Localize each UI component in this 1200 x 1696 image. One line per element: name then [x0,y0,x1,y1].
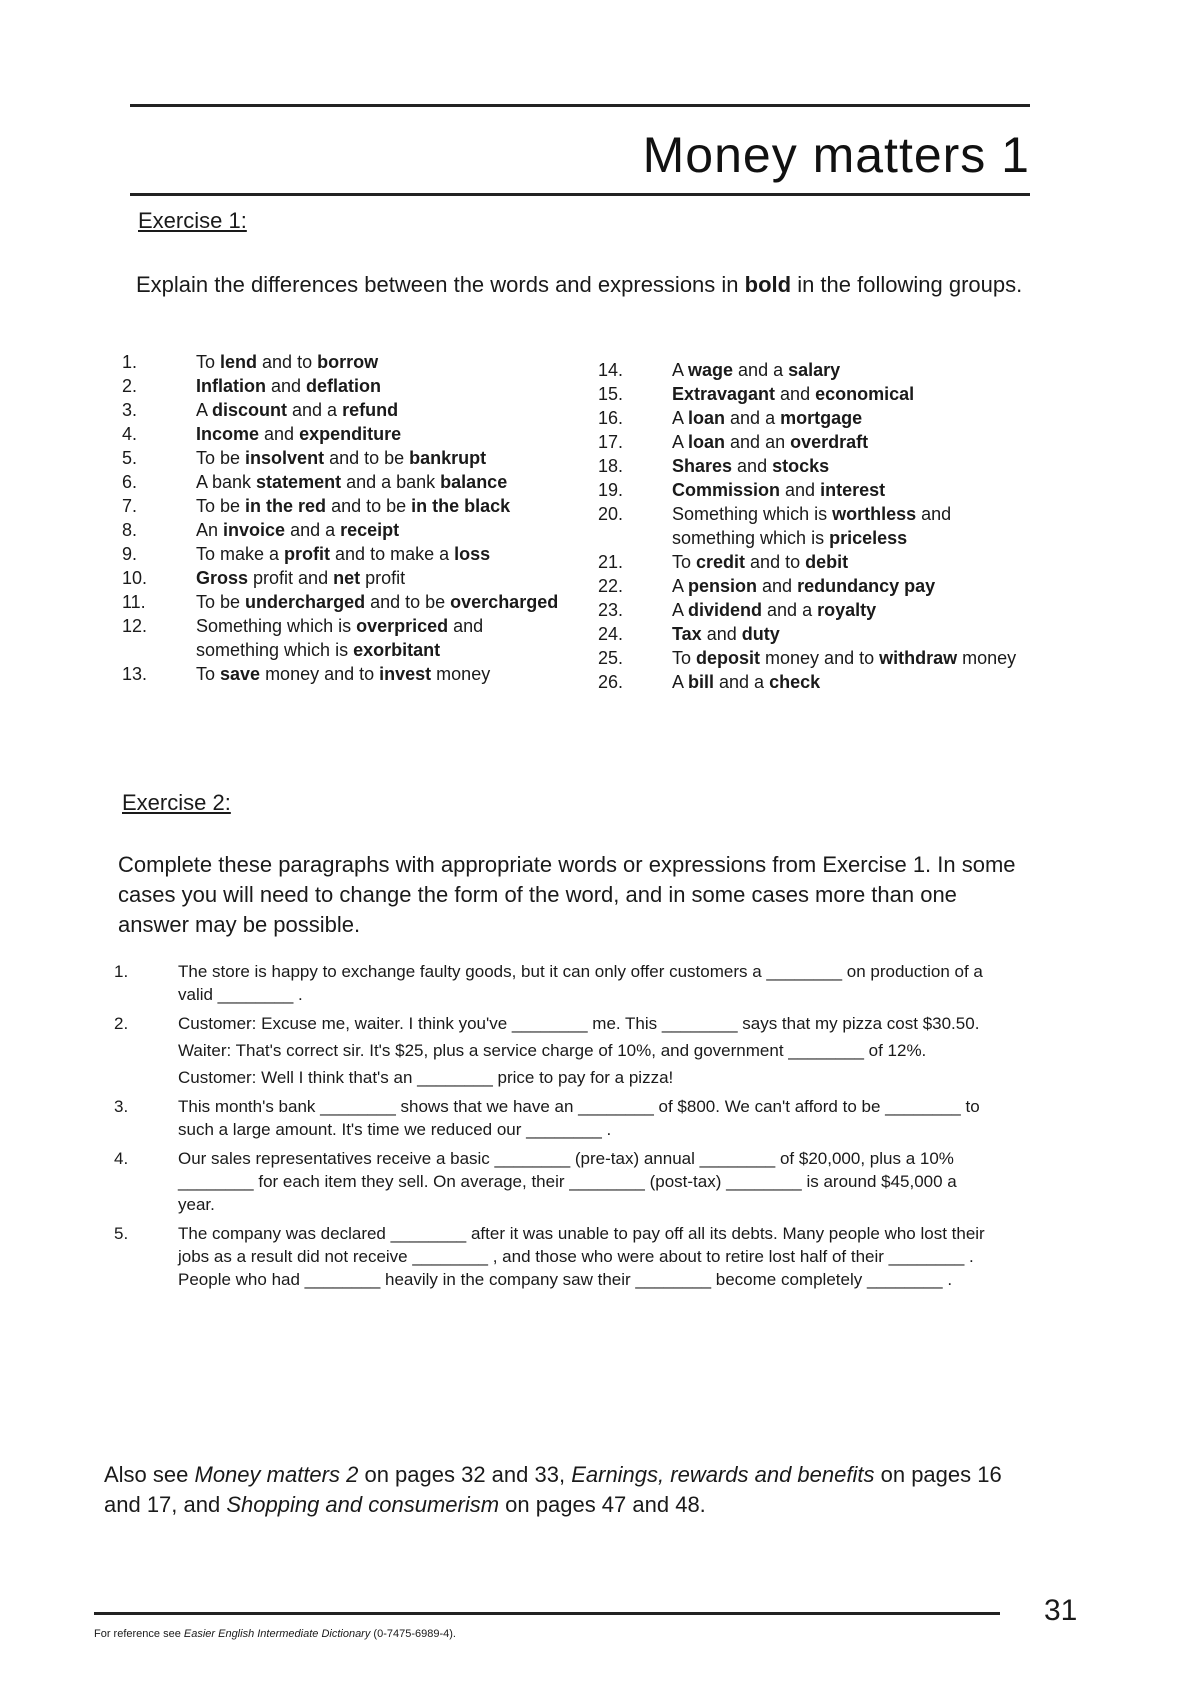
item-text-part: A bank [196,472,257,492]
key-term: stocks [772,456,830,476]
item-text-part: and to be [324,448,410,468]
also-see-text: on pages 47 and 48. [499,1492,706,1517]
item-text-part: To be [196,592,246,612]
item-text-part: and a bank [341,472,441,492]
item-text [672,550,1018,574]
key-term: interest [820,480,886,500]
item-text-part: A [672,576,689,596]
item-text-part: profit [360,568,406,588]
item-line: Our sales representatives receive a basic ________ (pre-tax) annual ________ of $20,000, plus a 10% ________ for each item they sell. On average, their ________ (post-tax) ________ is around $45,000 a year. [178,1149,957,1214]
key-term: profit [284,544,331,564]
item-number: 23. [598,600,624,620]
item-number: 20. [598,504,624,524]
key-term: withdraw [879,648,958,668]
item-text [196,398,562,422]
vocab-item [122,590,562,614]
key-term: redundancy pay [797,576,936,596]
key-term: insolvent [245,448,325,468]
key-term: borrow [317,352,379,372]
key-term: economical [815,384,915,404]
item-text [178,960,994,1010]
item-number: 2. [114,1014,129,1033]
item-number: 5. [114,1224,129,1243]
item-text-part: A [672,432,689,452]
vocab-item [598,382,1018,406]
item-line: Customer: Well I think that's an ________ price to pay for a pizza! [178,1068,674,1087]
gap-fill-item [114,1095,994,1145]
page-title: Money matters 1 [642,127,1030,183]
item-text-part: A [672,360,689,380]
footer-text: (0-7475-6989-4). [370,1628,456,1640]
key-term: Shares [672,456,733,476]
item-text-part: and to be [365,592,451,612]
key-term: bill [688,672,715,692]
instruction-text-post: in the following groups. [791,272,1023,297]
item-number: 25. [598,648,624,668]
key-term: Extravagant [672,384,776,404]
vocab-item [598,574,1018,598]
item-text [672,598,1018,622]
exercise2-list [114,960,994,1297]
key-term: Commission [672,480,781,500]
item-text-part: To be [196,496,246,516]
item-text-part: and [259,424,300,444]
item-number: 16. [598,408,624,428]
gap-fill-item [114,1222,994,1295]
item-text [196,470,562,494]
instruction-text-bold: bold [744,272,792,297]
item-number: 12. [122,616,148,636]
item-number: 8. [122,520,138,540]
item-text-part: and an [725,432,791,452]
item-text-part: A [672,408,689,428]
vocab-item [122,350,562,374]
key-term: overpriced [356,616,449,636]
vocab-item [122,566,562,590]
item-text-part: and a [287,400,343,420]
item-number: 19. [598,480,624,500]
item-text-part: and something which is [196,616,484,660]
item-number: 1. [114,962,129,981]
item-text-part: and to [257,352,318,372]
key-term: balance [440,472,508,492]
item-text [672,382,1018,406]
item-text [672,574,1018,598]
item-text-part: To be [196,448,246,468]
key-term: loan [688,408,726,428]
item-text [672,646,1018,670]
key-term: invest [379,664,432,684]
key-term: worthless [832,504,917,524]
item-text-part: To [672,552,697,572]
gap-fill-item [114,960,994,1010]
item-text-part: To [196,664,221,684]
key-term: dividend [688,600,763,620]
item-line: Customer: Excuse me, waiter. I think you've ________ me. This ________ says that my pizza cost $30.50. [178,1014,980,1033]
instruction-text-pre: Explain the differences between the words and expressions in [136,272,745,297]
item-text [672,622,1018,646]
item-text-part: and [701,624,742,644]
key-term: Income [196,424,260,444]
item-text-part: and a [762,600,818,620]
item-number: 6. [122,472,138,492]
item-text-part: and to be [326,496,412,516]
item-text-part: and a [733,360,789,380]
item-text-part: money [957,648,1017,668]
exercise1-list-right [598,358,1018,694]
vocab-item [598,550,1018,574]
vocab-item [122,446,562,470]
exercise2-instruction: Complete these paragraphs with appropriate words or expressions from Exercise 1. In some cases you will need to change the form of the word, and in some cases more than one answer may be possible. [118,852,1016,937]
exercise1-instruction [136,272,1022,298]
key-term: undercharged [245,592,366,612]
item-text [672,502,1018,550]
key-term: save [220,664,261,684]
vocab-item [122,398,562,422]
footer-book-title: Easier English Intermediate Dictionary [183,1628,371,1640]
item-number: 10. [122,568,148,588]
item-number: 4. [114,1149,129,1168]
vocab-item [122,542,562,566]
key-term: duty [741,624,780,644]
item-number: 2. [122,376,138,396]
item-text-part: To [196,352,221,372]
page-number: 31 [1044,1594,1078,1627]
vocab-item [122,422,562,446]
vocab-item [598,670,1018,694]
item-text [178,1147,994,1220]
key-term: pension [688,576,758,596]
exercise1-heading: Exercise 1: [138,208,247,233]
key-term: exorbitant [353,640,441,660]
item-line: Waiter: That's correct sir. It's $25, plus a service charge of 10%, and government ________ of 12%. [178,1041,927,1060]
gap-fill-item [114,1147,994,1220]
item-number: 13. [122,664,148,684]
item-text-part: and something which is [672,504,952,548]
key-term: in the red [245,496,327,516]
item-text-part: and [780,480,821,500]
item-text [196,614,562,662]
item-text-part: To make a [196,544,285,564]
item-text-part: and [266,376,307,396]
vocab-item [598,406,1018,430]
also-see-note [104,1460,1004,1520]
item-text-part: and [775,384,816,404]
key-term: royalty [817,600,877,620]
item-text [672,430,1018,454]
item-text-part: money and to [260,664,380,684]
vocab-item [598,454,1018,478]
item-text [196,590,562,614]
vocab-item [598,502,1018,550]
key-term: check [769,672,821,692]
item-line: The company was declared ________ after it was unable to pay off all its debts. Many people who lost their jobs as a result did not receive ________ , and those who were about to retire lost half of their ________ . People who had ________ heavily in the company saw their ________ become completely ________ . [178,1224,985,1289]
item-text-part: A [672,600,689,620]
item-number: 18. [598,456,624,476]
key-term: priceless [829,528,908,548]
item-text-part: To [672,648,697,668]
item-number: 24. [598,624,624,644]
item-text [196,374,562,398]
item-text [672,406,1018,430]
vocab-item [122,374,562,398]
header-rule-bottom [130,193,1030,196]
item-text [672,478,1018,502]
key-term: discount [212,400,288,420]
item-text [196,518,562,542]
item-text-part: and a [725,408,781,428]
key-term: bankrupt [409,448,487,468]
item-text [196,350,562,374]
key-term: net [333,568,361,588]
key-term: overdraft [790,432,869,452]
key-term: overcharged [450,592,559,612]
item-text-part: Something which is [672,504,833,524]
item-number: 9. [122,544,138,564]
item-line: This month's bank ________ shows that we have an ________ of $800. We can't afford to be ________ to such a large amount. It's time we reduced our ________ . [178,1097,980,1139]
item-text [196,662,562,686]
item-text [178,1012,994,1093]
also-see-text: Also see [104,1462,195,1487]
key-term: invoice [223,520,286,540]
item-text-part: and [732,456,773,476]
item-text [196,422,562,446]
item-text-part: An [196,520,224,540]
item-number: 26. [598,672,624,692]
also-see-title: Earnings, rewards and benefits [571,1462,875,1487]
key-term: credit [696,552,746,572]
item-text [672,358,1018,382]
footer-reference [94,1628,456,1640]
item-number: 22. [598,576,624,596]
footer-text: For reference see [94,1628,184,1640]
key-term: in the black [411,496,511,516]
item-text-part: and a [714,672,770,692]
vocab-item [122,470,562,494]
also-see-text: on pages 16 and 17, and [104,1462,1002,1517]
key-term: refund [342,400,399,420]
item-text [196,446,562,470]
vocab-item [598,598,1018,622]
key-term: Gross [196,568,249,588]
item-text-part: and to [745,552,806,572]
item-number: 14. [598,360,624,380]
item-text [196,494,562,518]
key-term: deposit [696,648,761,668]
key-term: expenditure [299,424,402,444]
item-number: 15. [598,384,624,404]
item-number: 3. [114,1097,129,1116]
vocab-item [122,518,562,542]
exercise2-heading: Exercise 2: [122,790,231,815]
item-text-part: A [196,400,213,420]
vocab-item [598,646,1018,670]
item-text-part: money and to [760,648,880,668]
exercise1-list-left [122,350,562,686]
key-term: statement [256,472,342,492]
item-text-part: profit and [248,568,334,588]
item-text [672,670,1018,694]
item-number: 7. [122,496,138,516]
key-term: debit [805,552,849,572]
item-text [672,454,1018,478]
item-text [196,566,562,590]
key-term: Tax [672,624,702,644]
vocab-item [598,622,1018,646]
item-text-part: and to make a [330,544,455,564]
key-term: loss [454,544,491,564]
vocab-item [598,358,1018,382]
vocab-item [122,614,562,662]
item-number: 3. [122,400,138,420]
item-number: 5. [122,448,138,468]
vocab-item [122,494,562,518]
item-number: 21. [598,552,624,572]
item-text-part: money [431,664,491,684]
key-term: wage [688,360,734,380]
vocab-item [122,662,562,686]
vocab-item [598,430,1018,454]
key-term: salary [788,360,841,380]
key-term: Inflation [196,376,266,396]
item-number: 17. [598,432,624,452]
vocab-item [598,478,1018,502]
key-term: receipt [340,520,400,540]
item-number: 11. [122,592,146,612]
item-text [196,542,562,566]
key-term: deflation [306,376,382,396]
also-see-text: on pages 32 and 33, [358,1462,572,1487]
item-text-part: and [757,576,798,596]
header-rule-top [130,104,1030,107]
key-term: lend [220,352,258,372]
also-see-title: Shopping and consumerism [226,1492,500,1517]
item-text [178,1222,994,1295]
also-see-title: Money matters 2 [194,1462,359,1487]
gap-fill-item [114,1012,994,1093]
item-text [178,1095,994,1145]
key-term: mortgage [780,408,863,428]
item-text-part: and a [285,520,341,540]
item-number: 4. [122,424,138,444]
item-text-part: A [672,672,689,692]
item-number: 1. [122,352,138,372]
key-term: loan [688,432,726,452]
footer-rule [94,1612,1000,1615]
item-text-part: Something which is [196,616,357,636]
item-line: The store is happy to exchange faulty goods, but it can only offer customers a ________ on production of a valid ________ . [178,962,983,1004]
